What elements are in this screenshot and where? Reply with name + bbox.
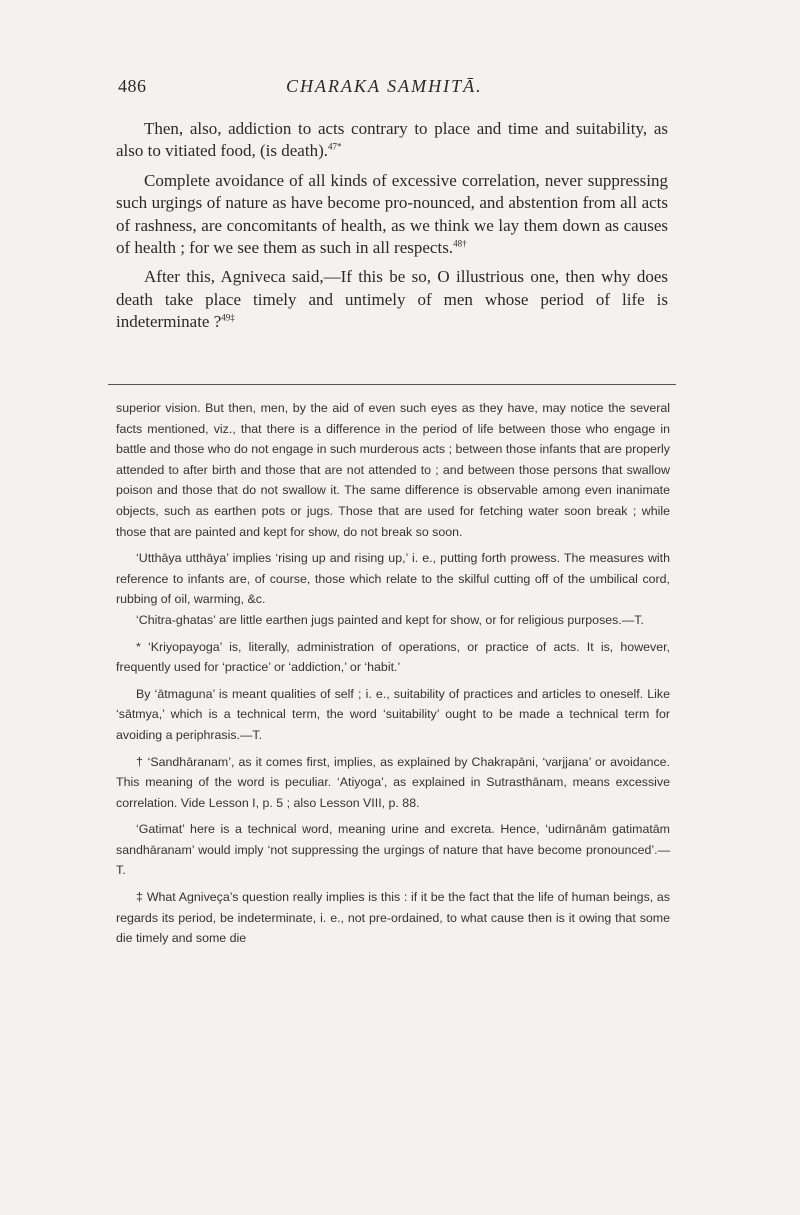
footnote-paragraph: ‘Chitra-ghatas’ are little earthen jugs painted and kept for show, or for religious purposes.—T. (136, 612, 644, 627)
footnote-ref: 48† (453, 238, 467, 249)
paragraph-text: After this, Agniveca said,—If this be so, O illustrious one, then why does death take place timely and untimely of men whose period of life is indeterminate ? (116, 267, 668, 332)
main-paragraph (116, 170, 668, 260)
footnote-ref: 47* (327, 141, 342, 152)
footnote-ref: 49‡ (221, 312, 235, 323)
footnote-paragraph: * ‘Kriyopayoga’ is, literally, administration of operations, or practice of acts. It is, however, frequently used for ‘practice’ or ‘addiction,’ or ‘habit.’ (116, 639, 670, 675)
footnotes (116, 398, 670, 955)
page-header (118, 76, 672, 102)
footnote-paragraph: † ‘Sandhāranam’, as it comes first, implies, as explained by Chakrapāni, ‘varjjana’ or avoidance. This meaning of the word is peculiar. ‘Atiyoga’, as explained in Sutrasthānam, means excessive correlation. Vide Lesson I, p. 5 ; also Lesson VIII, p. 88. (116, 754, 670, 810)
footnote-divider (108, 384, 676, 385)
footnote-paragraph: ‡ What Agniveça’s question really implies is this : if it be the fact that the life of human beings, as regards its period, be indeterminate, i. e., not pre-ordained, to what cause then is it owing that some die timely and some die (116, 890, 670, 946)
footnote-paragraph: By ‘ātmaguna’ is meant qualities of self ; i. e., suitability of practices and articles to oneself. Like ‘sātmya,’ which is a technical term, the word ‘suitability’ ought to be made a technical term for avoiding a periphrasis.—T. (116, 686, 670, 742)
running-head: CHARAKA SAMHITĀ. (286, 76, 483, 96)
main-paragraph (116, 266, 668, 333)
paragraph-text: Then, also, addiction to acts contrary to place and time and suitability, as also to vitiated food, (is death). (116, 119, 668, 161)
footnote-paragraph: ‘Gatimat’ here is a technical word, meaning urine and excreta. Hence, ‘udirnānām gatimatām sandhāranam’ would imply ‘not suppressing the urgings of nature that have become pronounced’.—T. (116, 822, 670, 878)
footnote-paragraph: ‘Utthāya utthāya’ implies ‘rising up and rising up,’ i. e., putting forth prowess. The measures with reference to infants are, of course, those which relate to the skilful cutting off of the umbilical cord, rubbing of oil, warming, &c. (116, 551, 670, 607)
footnote-paragraph: superior vision. But then, men, by the aid of even such eyes as they have, may notice the several facts mentioned, viz., that there is a difference in the period of life between those who engage in battle and those who do not engage in such murderous acts ; between those infants that are properly attended to after birth and those that are not attended to ; and between those persons that swallow poison and those that do not swallow it. The same difference is observable among even inanimate objects, such as earthen pots or jugs. Those that are used for fetching water soon break ; while those that are painted and kept for show, do not break so soon. (116, 401, 670, 539)
paragraph-text: Complete avoidance of all kinds of excessive correlation, never suppressing such urgings of nature as have become pro-nounced, and abstention from all acts of rashness, are concomitants of health, as we think we lay them down as causes of health ; for we see them as such in all respects. (116, 170, 668, 258)
main-paragraph (116, 118, 668, 163)
main-text (116, 118, 668, 341)
page-number: 486 (118, 76, 147, 96)
